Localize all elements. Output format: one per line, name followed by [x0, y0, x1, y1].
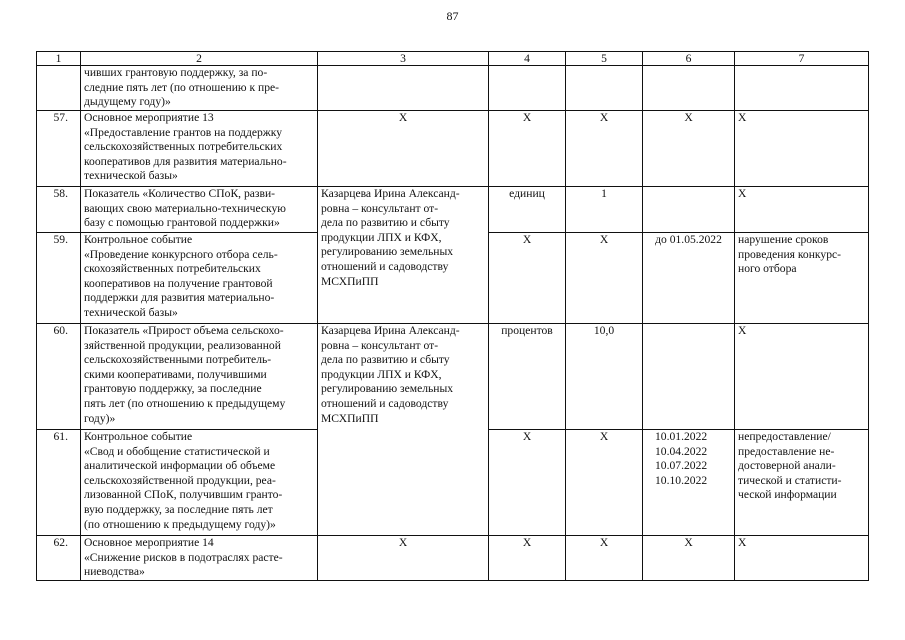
row-unit: Х — [489, 233, 566, 324]
row-deadline — [643, 66, 735, 111]
row-number: 62. — [37, 536, 81, 581]
row-number: 60. — [37, 324, 81, 430]
row-number: 58. — [37, 187, 81, 233]
row-responsible: Х — [318, 111, 489, 187]
header-col-1: 1 — [37, 52, 81, 66]
row-number: 61. — [37, 430, 81, 536]
row-deadline: 10.01.2022 10.04.2022 10.07.2022 10.10.2022 — [643, 430, 735, 536]
row-note: непредоставление/ предоставление не- достоверной анали- тической и статисти- ческой информации — [735, 430, 869, 536]
page-number: 87 — [446, 9, 459, 23]
row-note — [735, 66, 869, 111]
row-value: Х — [566, 233, 643, 324]
row-deadline — [643, 324, 735, 430]
plan-table — [36, 51, 869, 581]
table-row — [37, 324, 869, 430]
row-name: Основное мероприятие 14 «Снижение рисков в подотраслях расте- ниеводства» — [81, 536, 318, 581]
row-responsible: Казарцева Ирина Александ- ровна – консультант от- дела по развитию и сбыту продукции ЛПХ и КФХ, регулированию земельных отношений и садоводству МСХПиПП — [318, 324, 489, 536]
header-col-5: 5 — [566, 52, 643, 66]
row-value: Х — [566, 536, 643, 581]
row-deadline: Х — [643, 111, 735, 187]
header-row — [37, 52, 869, 66]
row-unit: единиц — [489, 187, 566, 233]
row-note: нарушение сроков проведения конкурс- ного отбора — [735, 233, 869, 324]
header-col-7: 7 — [735, 52, 869, 66]
row-note: Х — [735, 536, 869, 581]
header-col-2: 2 — [81, 52, 318, 66]
row-note: Х — [735, 187, 869, 233]
row-value: Х — [566, 430, 643, 536]
row-value — [566, 66, 643, 111]
row-note: Х — [735, 324, 869, 430]
row-name: Показатель «Количество СПоК, разви- вающих свою материально-техническую базу с помощью грантовой поддержки» — [81, 187, 318, 233]
row-responsible — [318, 66, 489, 111]
row-responsible: Х — [318, 536, 489, 581]
row-number — [37, 66, 81, 111]
row-name: Показатель «Прирост объема сельскохо- зяйственной продукции, реализованной сельскохозяйственными потребитель- скими кооперативами, получившими грантовую поддержку, за последние пять лет (по отношению к предыдущему году)» — [81, 324, 318, 430]
row-responsible: Казарцева Ирина Александ- ровна – консультант от- дела по развитию и сбыту продукции ЛПХ и КФХ, регулированию земельных отношений и садоводству МСХПиПП — [318, 187, 489, 324]
header-col-6: 6 — [643, 52, 735, 66]
row-note: Х — [735, 111, 869, 187]
table-row — [37, 536, 869, 581]
table-row — [37, 111, 869, 187]
table-row — [37, 187, 869, 233]
row-unit: Х — [489, 430, 566, 536]
row-name: Основное мероприятие 13 «Предоставление грантов на поддержку сельскохозяйственных потребительских кооперативов для развития материально- технической базы» — [81, 111, 318, 187]
row-unit: процентов — [489, 324, 566, 430]
row-number: 59. — [37, 233, 81, 324]
row-value: 1 — [566, 187, 643, 233]
row-deadline — [643, 187, 735, 233]
row-deadline: Х — [643, 536, 735, 581]
row-name: чивших грантовую поддержку, за по- следние пять лет (по отношению к пре- дыдущему году)» — [81, 66, 318, 111]
header-col-4: 4 — [489, 52, 566, 66]
row-value: 10,0 — [566, 324, 643, 430]
row-deadline: до 01.05.2022 — [643, 233, 735, 324]
row-value: Х — [566, 111, 643, 187]
row-unit — [489, 66, 566, 111]
row-name: Контрольное событие «Проведение конкурсного отбора сель- скохозяйственных потребительских кооперативов на получение грантовой поддержки для развития материально- технической базы» — [81, 233, 318, 324]
row-unit: Х — [489, 111, 566, 187]
header-col-3: 3 — [318, 52, 489, 66]
table-row — [37, 66, 869, 111]
row-name: Контрольное событие «Свод и обобщение статистической и аналитической информации об объеме сельскохозяйственной продукции, реа- лизованной СПоК, получившим гранто- вую поддержку, за последние пять лет (по отношению к предыдущему году)» — [81, 430, 318, 536]
row-number: 57. — [37, 111, 81, 187]
row-unit: Х — [489, 536, 566, 581]
